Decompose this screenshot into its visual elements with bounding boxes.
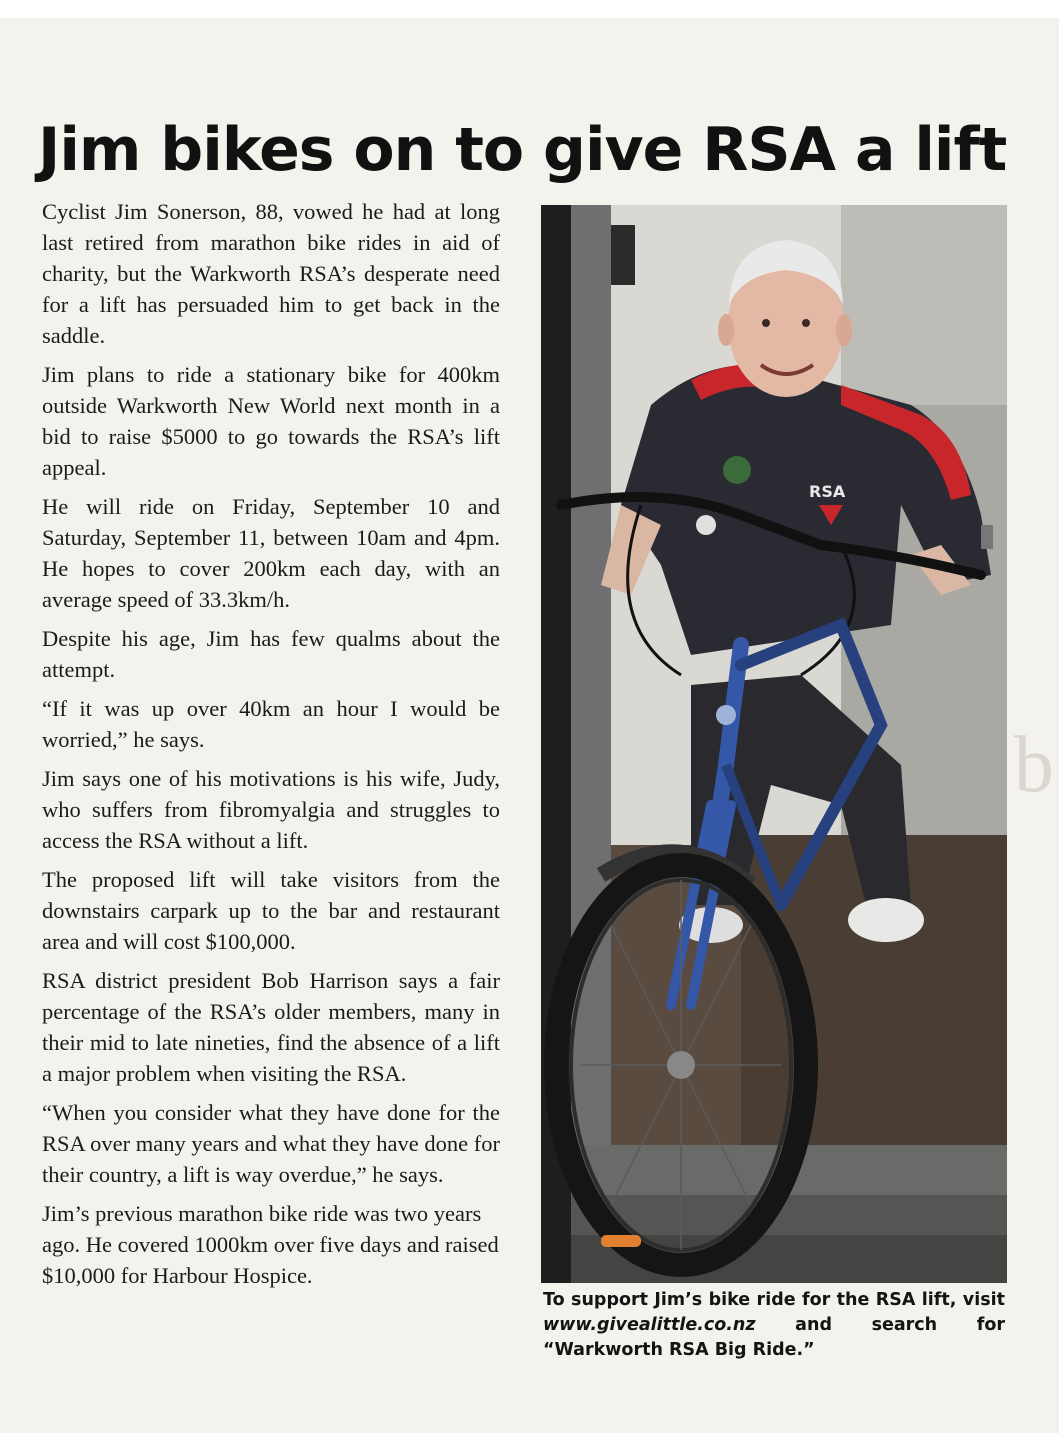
article-photo — [541, 205, 1007, 1283]
article-paragraph: “If it was up over 40km an hour I would be worried,” he says. — [42, 696, 500, 752]
article-paragraph: “When you consider what they have done for the RSA over many years and what they have done for their country, a lift is way overdue,” he says. — [42, 1100, 500, 1187]
article-paragraph: The proposed lift will take visitors from the downstairs carpark up to the bar and restaurant area and will cost $100,000. — [42, 867, 500, 954]
article-paragraph: Despite his age, Jim has few qualms about the attempt. — [42, 626, 500, 682]
article-paragraph: Jim plans to ride a stationary bike for 400km outside Warkworth New World next month in a bid to raise $5000 to go towards the RSA’s lift appeal. — [42, 362, 500, 480]
photo-illustration — [541, 205, 1007, 1283]
article-paragraph: He will ride on Friday, September 10 and Saturday, September 11, between 10am and 4pm. He hopes to cover 200km each day, with an average speed of 33.3km/h. — [42, 494, 500, 612]
article-paragraph: Cyclist Jim Sonerson, 88, vowed he had at long last retired from marathon bike rides in aid of charity, but the Warkworth RSA’s desperate need for a lift has persuaded him to get back in the saddle. — [42, 199, 500, 348]
article-paragraph: RSA district president Bob Harrison says a fair percentage of the RSA’s older members, many in their mid to late nineties, find the absence of a lift a major problem when visiting the RSA. — [42, 968, 500, 1086]
article-paragraph: Jim says one of his motivations is his wife, Judy, who suffers from fibromyalgia and struggles to access the RSA without a lift. — [42, 766, 500, 853]
bleed-through-text: b — [1014, 721, 1054, 809]
photo-caption — [543, 1288, 1005, 1363]
article-body — [42, 196, 500, 1299]
caption-url: www.givealittle.co.nz — [543, 1315, 756, 1335]
caption-text-tail: and search for “Warkworth RSA Big Ride.” — [543, 1315, 1005, 1360]
shirt-logo-text: RSA — [809, 482, 846, 501]
article-paragraph: Jim’s previous marathon bike ride was two years ago. He covered 1000km over five days and raised $10,000 for Harbour Hospice. — [42, 1201, 499, 1288]
caption-text-lead: To support Jim’s bike ride for the RSA lift, visit — [543, 1290, 1005, 1310]
article-headline: Jim bikes on to give RSA a lift — [38, 115, 1007, 185]
